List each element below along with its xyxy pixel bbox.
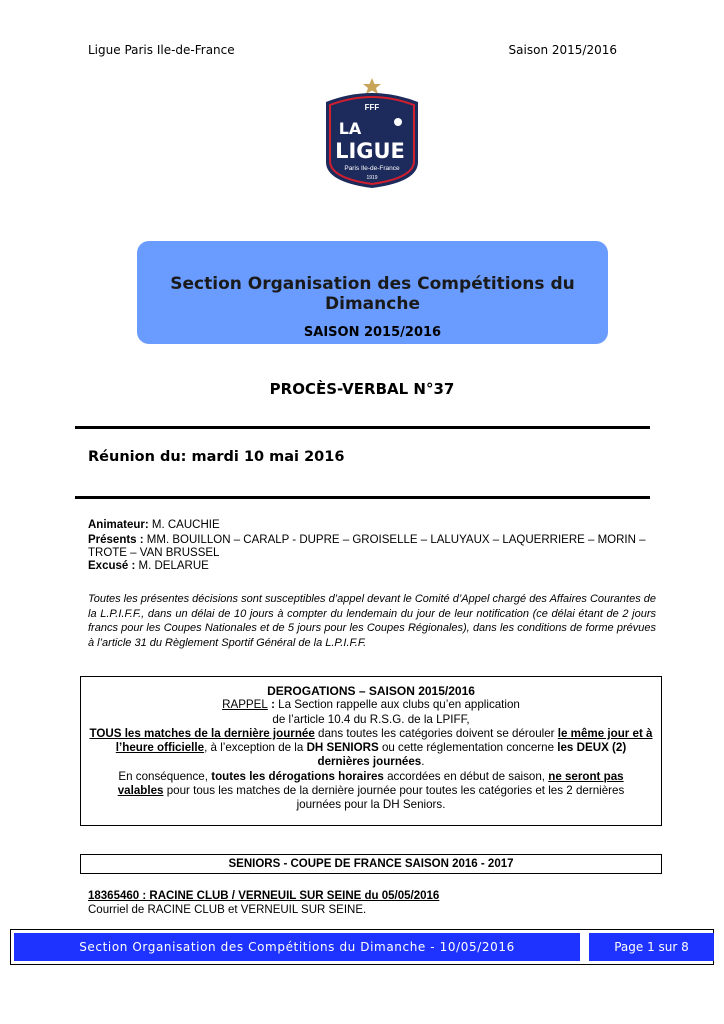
meeting-date: Réunion du: mardi 10 mai 2016: [88, 449, 345, 465]
logo-fff-text: FFF: [364, 103, 380, 112]
consequence-bold-1: toutes les dérogations horaires: [211, 769, 384, 783]
presents-label: Présents :: [88, 534, 144, 546]
rappel-label: RAPPEL: [222, 698, 268, 712]
appeal-notice: Toutes les présentes décisions sont susceptibles d’appel devant le Comité d’Appel chargé des Affaires Courantes de la L.P.I.F.F., dans un délai de 10 jours à compter du lendemain du jour de leur notification (ce délai étant de 2 jours francs pour les Coupes Nationales et de 5 jours pour les Coupes Régionales), dans les conditions de forme prévues à l’article 31 du Règlement Sportif Général de la L.P.I.F.F.: [88, 593, 656, 649]
animateur-name: M. CAUCHIE: [148, 519, 220, 531]
consequence-text-3: pour tous les matches de la dernière journée pour toutes les catégories et les 2 dernières journées pour la DH Seniors.: [163, 784, 625, 812]
rule-bold-3: DH SENIORS: [306, 741, 379, 755]
rule-text-3: ou cette réglementation concerne: [378, 741, 558, 755]
derogations-box: [80, 676, 662, 826]
consequence-text-1: En conséquence,: [118, 769, 212, 783]
player-icon: [394, 118, 402, 126]
rule-bold-4: les DEUX (2) dernières journées: [317, 741, 627, 769]
article-line: de l’article 10.4 du R.S.G. de la LPIFF,: [272, 712, 470, 726]
rule-bold-2: le même jour et à l’heure officielle: [115, 726, 653, 755]
rule-text-2: , à l’exception de la: [204, 741, 307, 755]
ligue-logo: [320, 78, 424, 190]
pv-title: PROCÈS-VERBAL N°37: [269, 380, 455, 398]
rappel-text: La Section rappelle aux clubs qu’en application: [274, 698, 520, 712]
star-icon: [363, 78, 381, 94]
rule-paragraph: [81, 727, 661, 770]
page-footer: [10, 929, 714, 965]
animateur-label: Animateur:: [88, 519, 149, 531]
seniors-section-title: SENIORS - COUPE DE FRANCE SAISON 2016 - 2017: [80, 854, 662, 874]
consequence-bold-2: ne seront pas valables: [117, 769, 624, 798]
footer-page-number: Page 1 sur 8: [585, 933, 714, 961]
section-banner: [137, 241, 608, 344]
logo-la-text: LA: [338, 119, 362, 138]
derogations-title: DEROGATIONS – SAISON 2015/2016: [267, 684, 475, 698]
match-entry: [88, 889, 439, 917]
divider-top: [75, 426, 650, 429]
consequence-text-2: accordées en début de saison,: [383, 769, 549, 783]
excuse-name: M. DELARUE: [135, 560, 209, 572]
rappel-colon: :: [267, 698, 275, 712]
rule-text-1: dans toutes les catégories doivent se dérouler: [314, 726, 558, 740]
banner-title: Section Organisation des Compétitions du Dimanche: [170, 274, 575, 314]
logo-year-text: 1919: [366, 175, 378, 181]
rule-bold-1: TOUS les matches de la dernière journée: [89, 726, 315, 740]
banner-subtitle: SAISON 2015/2016: [303, 325, 442, 340]
logo-ligue-text: LIGUE: [335, 139, 405, 163]
animateur-line: [88, 519, 648, 532]
header-league-name: Ligue Paris Ile-de-France: [88, 43, 235, 57]
excuse-line: [88, 560, 648, 573]
excuse-label: Excusé :: [88, 560, 136, 572]
consequence-paragraph: [81, 770, 661, 813]
logo-region-text: Paris Ile-de-France: [344, 165, 400, 172]
rule-end: .: [421, 755, 425, 769]
divider-bottom: [75, 496, 650, 499]
presents-names: MM. BOUILLON – CARALP - DUPRE – GROISELLE – LALUYAUX – LAQUERRIERE – MORIN – TROTE – VAN BRUSSEL: [88, 534, 646, 559]
footer-section-label: Section Organisation des Compétitions du Dimanche - 10/05/2016: [14, 933, 580, 961]
header-season: Saison 2015/2016: [508, 43, 617, 57]
match-title: 18365460 : RACINE CLUB / VERNEUIL SUR SEINE du 05/05/2016: [88, 890, 440, 902]
attendance-block: [88, 519, 648, 573]
rappel-line: [81, 698, 661, 712]
presents-line: [88, 534, 648, 560]
match-text: Courriel de RACINE CLUB et VERNEUIL SUR SEINE.: [88, 904, 367, 916]
